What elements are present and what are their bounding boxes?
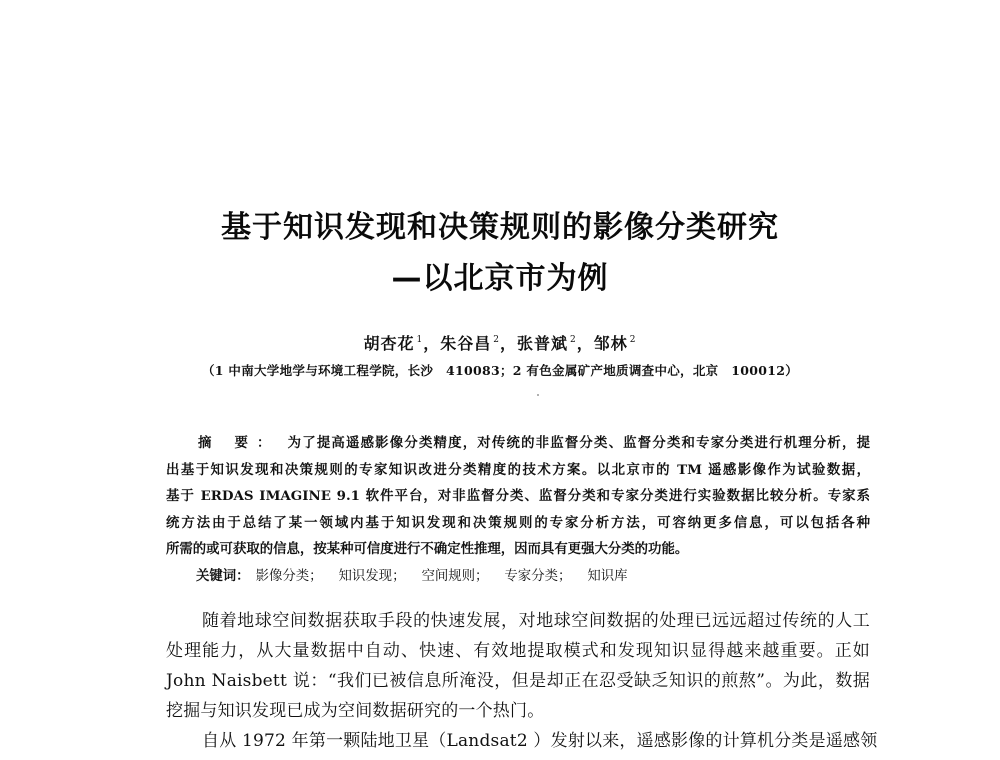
affiliation-line: （1 中南大学地学与环境工程学院，长沙 410083；2 有色金属矿产地质调查中心，北京 100012） [201, 363, 799, 378]
body-line: 处理能力，从大量数据中自动、快速、有效地提取模式和发现知识显得越来越重要。正如 [166, 641, 870, 661]
author-name: 胡杏花 [363, 334, 415, 353]
abstract-line: 出基于知识发现和决策规则的专家知识改进分类精度的技术方案。以北京市的 TM 遥感影像作为试验数据， [166, 461, 870, 478]
affiliation-mark: 2 [570, 335, 577, 345]
affiliation-mark: 1 [416, 335, 424, 345]
author-separator: ， [576, 334, 594, 353]
affiliation-mark: 2 [493, 335, 500, 345]
abstract-text: 为了提高遥感影像分类精度，对传统的非监督分类、监督分类和专家分类进行机理分析，提 [287, 435, 871, 451]
affiliation-mark: 2 [629, 335, 637, 345]
body-line: John Naisbett 说：“我们已被信息所淹没，但是却正在忍受缺乏知识的煎熬”。为此，数据 [166, 671, 870, 691]
abstract-line [166, 430, 870, 457]
keywords [166, 563, 870, 590]
abstract-line: 所需的或可获取的信息，按某种可信度进行不确定性推理，因而具有更强大分类的功能。 [166, 541, 689, 557]
author-name: 朱谷昌 [440, 334, 492, 353]
paper-subtitle: —以北京市为例 [391, 261, 609, 296]
paper-title: 基于知识发现和决策规则的影像分类研究 [221, 210, 779, 245]
author-separator: ， [423, 334, 441, 353]
body-text [166, 606, 878, 756]
abstract-line: 基于 ERDAS IMAGINE 9.1 软件平台，对非监督分类、监督分类和专家分类进行实验数据比较分析。专家系 [166, 488, 870, 504]
body-line: 挖掘与知识发现已成为空间数据研究的一个热门。 [166, 701, 545, 721]
abstract-line: 统方法由于总结了某一领域内基于知识发现和决策规则的专家分析方法，可容纳更多信息，可以包括各种 [166, 514, 870, 531]
keywords-label: 关键词： [196, 567, 250, 584]
scan-speck [537, 394, 539, 396]
keyword: 空间规则； [421, 568, 489, 584]
body-line: 自从 1972 年第一颗陆地卫星（Landsat2 ）发射以来，遥感影像的计算机分类是遥感领 [202, 731, 878, 751]
abstract [166, 430, 870, 589]
keyword: 影像分类； [255, 568, 323, 584]
keyword: 知识发现； [338, 568, 406, 584]
body-line: 随着地球空间数据获取手段的快速发展，对地球空间数据的处理已远远超过传统的人工 [202, 611, 870, 631]
abstract-label: 摘 要： [198, 435, 280, 451]
author-name: 邹林 [593, 334, 628, 353]
keyword: 知识库 [587, 568, 628, 584]
author-separator: ， [499, 334, 517, 353]
author-name: 张普斌 [517, 334, 569, 353]
keyword: 专家分类； [504, 568, 572, 584]
author-list [0, 331, 1000, 354]
